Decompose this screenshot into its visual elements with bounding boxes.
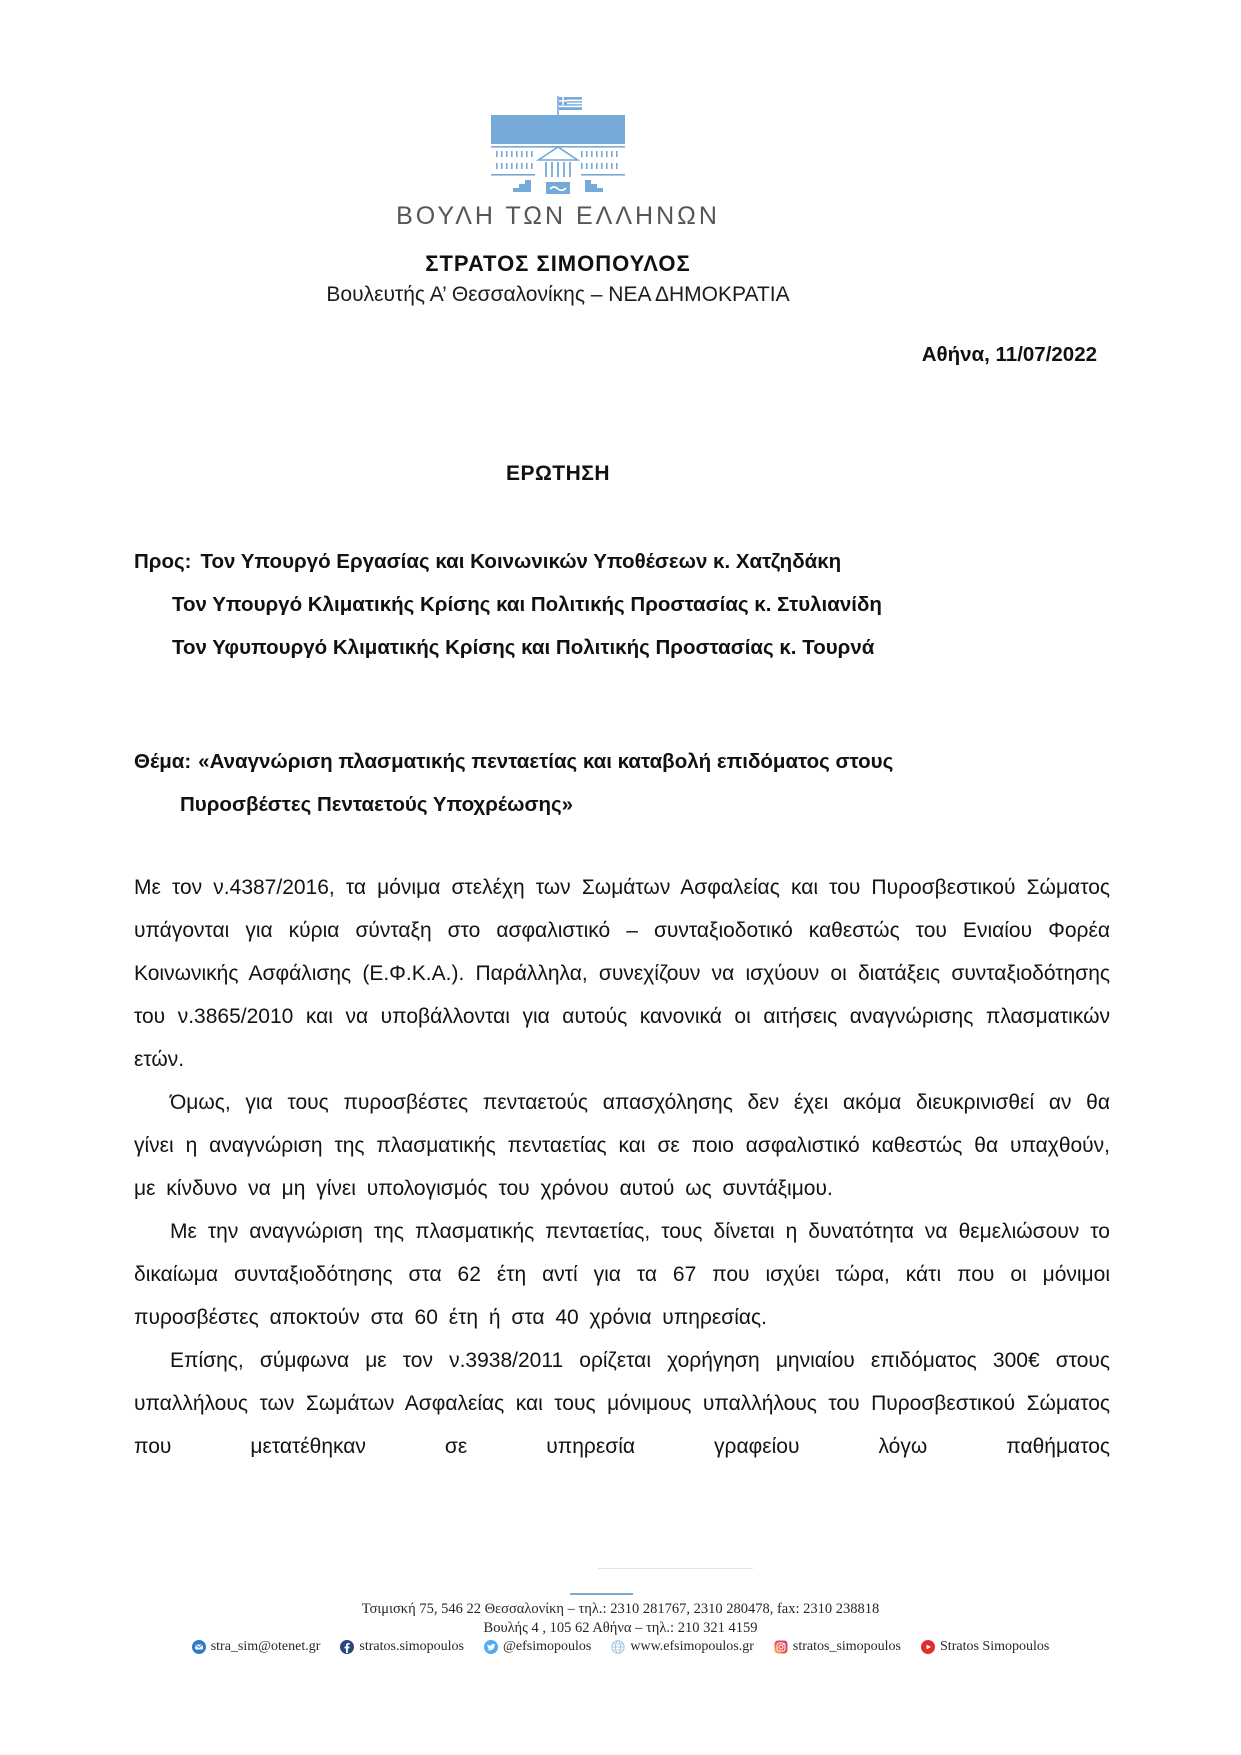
social-link-email[interactable] bbox=[192, 1639, 321, 1655]
email-icon bbox=[192, 1640, 206, 1654]
subject-label: Θέμα: bbox=[134, 750, 192, 773]
social-link-website[interactable] bbox=[611, 1639, 754, 1655]
parliament-building-icon bbox=[483, 94, 633, 204]
recipient-line-1 bbox=[134, 540, 1124, 583]
footer-social-row bbox=[0, 1639, 1241, 1655]
social-label-website: www.efsimopoulos.gr bbox=[630, 1639, 754, 1654]
parliament-logo bbox=[0, 94, 1116, 209]
recipients-label: Προς: bbox=[134, 550, 192, 573]
body-paragraph: Με την αναγνώριση της πλασματικής πενταετίας, τους δίνεται η δυνατότητα να θεμελιώσουν το δικαίωμα συνταξιοδότησης στα 62 έτη αντί για τα 67 που ισχύει τώρα, κάτι που οι μόνιμοι πυροσβέστες αποκτούν στα 60 έτη ή στα 40 χρόνια υπηρεσίας. bbox=[134, 1220, 1110, 1329]
social-label-email: stra_sim@otenet.gr bbox=[210, 1639, 321, 1654]
recipient-text-1: Τον Υπουργό Εργασίας και Κοινωνικών Υποθέσεων κ. Χατζηδάκη bbox=[200, 550, 842, 573]
subject-block bbox=[134, 740, 1124, 826]
instagram-icon bbox=[774, 1640, 788, 1654]
mp-name: ΣΤΡΑΤΟΣ ΣΙΜΟΠΟΥΛΟΣ bbox=[425, 251, 691, 276]
question-title: ΕΡΩΤΗΣΗ bbox=[505, 462, 611, 485]
social-link-facebook[interactable] bbox=[340, 1639, 464, 1655]
body-paragraph: Όμως, για τους πυροσβέστες πενταετούς απασχόλησης δεν έχει ακόμα διευκρινισθεί αν θα γίνει η αναγνώριση της πλασματικής πενταετίας και σε ποιο ασφαλιστικό καθεστώς θα υπαχθούν, με κίνδυνο να μη γίνει υπολογισμός του χρόνου αυτού ως συντάξιμου. bbox=[134, 1091, 1110, 1200]
social-label-instagram: stratos_simopoulos bbox=[792, 1639, 902, 1654]
body-paragraph: Με τον ν.4387/2016, τα μόνιμα στελέχη των Σωμάτων Ασφαλείας και του Πυροσβεστικού Σώματος υπάγονται για κύρια σύνταξη στο ασφαλιστικό – συνταξιοδοτικό καθεστώς του Ενιαίου Φορέα Κοινωνικής Ασφάλισης (Ε.Φ.Κ.Α.). Παράλληλα, συνεχίζουν να ισχύουν οι διατάξεις συνταξιοδότησης του ν.3865/2010 και να υποβάλλονται για αυτούς κανονικά οι αιτήσεις αναγνώρισης πλασματικών ετών. bbox=[134, 876, 1110, 1071]
social-label-youtube: Stratos Simopoulos bbox=[940, 1639, 1050, 1654]
twitter-icon bbox=[484, 1640, 498, 1654]
social-link-instagram[interactable] bbox=[774, 1639, 901, 1655]
subject-line-1 bbox=[134, 740, 1124, 783]
youtube-icon bbox=[921, 1640, 935, 1654]
recipients-block bbox=[134, 540, 1124, 669]
social-label-twitter: @efsimopoulos bbox=[503, 1639, 592, 1654]
social-link-youtube[interactable] bbox=[921, 1639, 1049, 1655]
recipient-line-2: Τον Υπουργό Κλιματικής Κρίσης και Πολιτικής Προστασίας κ. Στυλιανίδη bbox=[172, 593, 882, 616]
page-break-line bbox=[598, 1568, 753, 1569]
mp-role: Βουλευτής Α’ Θεσσαλονίκης – ΝΕΑ ΔΗΜΟΚΡΑΤΙΑ bbox=[326, 283, 790, 306]
body-text bbox=[134, 866, 1110, 1468]
institution-title: ΒΟΥΛΗ ΤΩΝ ΕΛΛΗΝΩΝ bbox=[396, 202, 720, 230]
subject-line-2: Πυροσβέστες Πενταετούς Υποχρέωσης» bbox=[180, 793, 574, 816]
footer-address-athens: Βουλής 4 , 105 62 Αθήνα – τηλ.: 210 321 4159 bbox=[483, 1620, 758, 1636]
footer-address-thessaloniki: Τσιμισκή 75, 546 22 Θεσσαλονίκη – τηλ.: 2310 281767, 2310 280478, fax: 2310 238818 bbox=[361, 1601, 880, 1617]
social-link-twitter[interactable] bbox=[484, 1639, 591, 1655]
globe-icon bbox=[611, 1640, 625, 1654]
footer-divider bbox=[570, 1593, 633, 1595]
social-label-facebook: stratos.simopoulos bbox=[359, 1639, 465, 1654]
subject-text-1: «Αναγνώριση πλασματικής πενταετίας και καταβολή επιδόματος στους bbox=[198, 750, 894, 773]
body-paragraph: Επίσης, σύμφωνα με τον ν.3938/2011 ορίζεται χορήγηση μηνιαίου επιδόματος 300€ στους υπαλλήλους των Σωμάτων Ασφαλείας και τους μόνιμους υπαλλήλους του Πυροσβεστικού Σώματος που μετατέθηκαν σε υπηρεσία γραφείου λόγω παθήματος bbox=[134, 1349, 1110, 1458]
recipient-line-3: Τον Υφυπουργό Κλιματικής Κρίσης και Πολιτικής Προστασίας κ. Τουρνά bbox=[172, 636, 875, 659]
date-line: Αθήνα, 11/07/2022 bbox=[921, 343, 1097, 366]
facebook-icon bbox=[340, 1640, 354, 1654]
